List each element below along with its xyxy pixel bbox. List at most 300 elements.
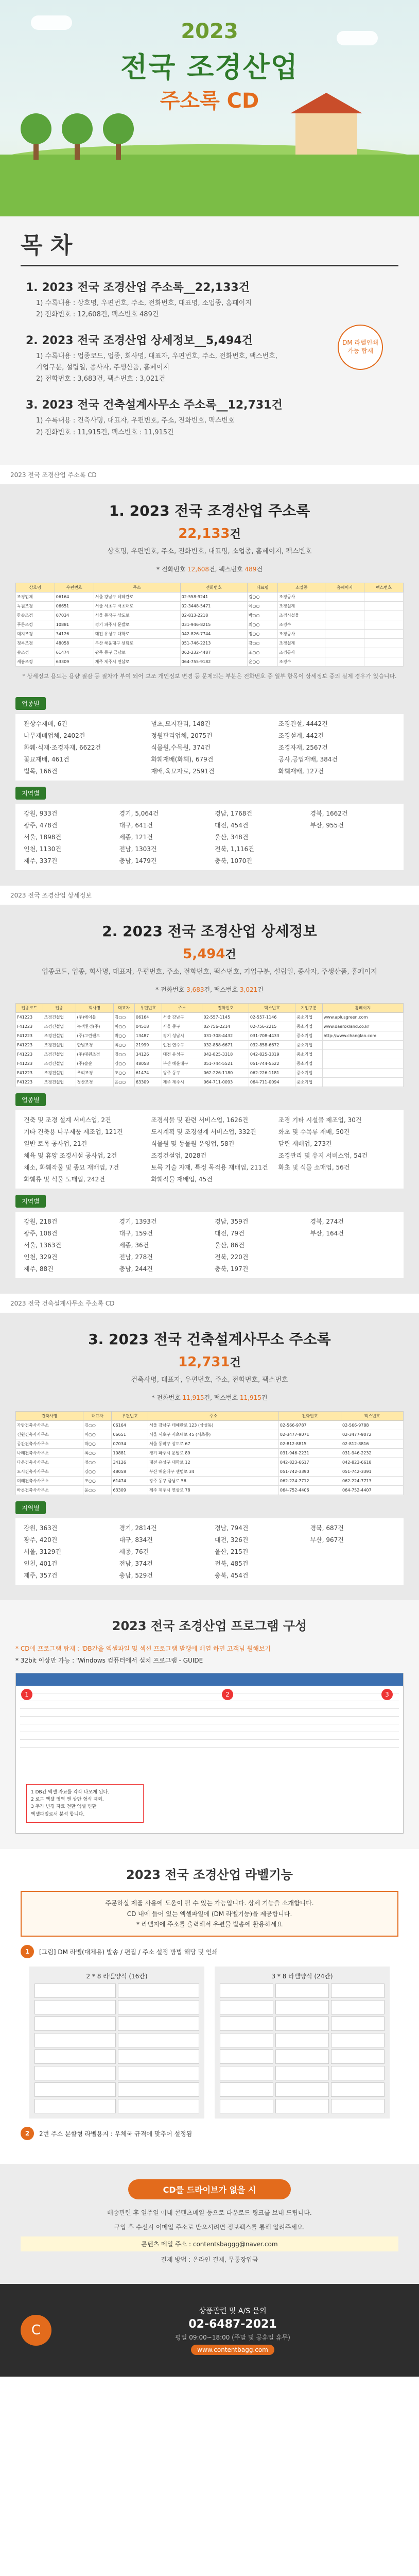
website-link[interactable]: www.contentbagg.com <box>191 2345 274 2355</box>
table-cell: 경기 파주시 문발로 <box>94 620 180 629</box>
table-cell: 032-858-6671 <box>202 1041 249 1050</box>
record-count <box>15 946 404 962</box>
table-cell <box>322 1069 403 1078</box>
table-row <box>16 592 404 601</box>
table-header-cell: 홈페이지 <box>325 583 364 592</box>
table-cell: 조경수 <box>278 657 325 666</box>
hero-banner <box>0 0 419 216</box>
region-item: 경남, 794건 <box>215 1524 249 1532</box>
category-item: 정원관리업체, 2075건 <box>151 732 213 740</box>
program-desc: * CD에 프로그램 탑재 : 'DB간을 엑셀파일 및 섹션 프로그램 발행에 배열 하면 고객님 원해보기 <box>15 1645 271 1653</box>
region-item: 전남, 278건 <box>119 1253 153 1261</box>
table-cell: 02-812-8815 <box>278 1439 341 1449</box>
table-cell: F41223 <box>16 1041 43 1050</box>
table-cell: 062-224-7712 <box>278 1477 341 1486</box>
region-item: 대전, 79건 <box>215 1230 245 1238</box>
table-row <box>16 629 404 638</box>
region-item: 경북, 1662건 <box>310 810 348 818</box>
table-cell: 강○○ <box>113 1059 134 1069</box>
sample-table <box>15 583 404 667</box>
region-grid <box>15 1212 404 1278</box>
tree-icon <box>21 113 51 160</box>
region-item: 세종, 76건 <box>119 1548 149 1556</box>
table-cell: 조경공사 <box>278 648 325 657</box>
region-item <box>310 1264 396 1273</box>
table-header-cell: 건축사명 <box>16 1412 83 1421</box>
table-cell: 조○○ <box>247 648 277 657</box>
program-desc-2: * 32bit 이상만 가능 : 'Windows 컴퓨터에서 설치 프로그램 - GUIDE <box>15 1657 203 1665</box>
category-item: 도시계획 및 조경설계 서비스업, 332건 <box>151 1128 256 1136</box>
table-cell: 02-813-2218 <box>180 611 247 620</box>
table-row <box>16 611 404 620</box>
category-item: 조경자재, 2567건 <box>278 744 328 752</box>
table-cell: 02-3477-9071 <box>278 1430 341 1439</box>
region-item: 대전, 326건 <box>215 1536 249 1544</box>
table-cell: 07034 <box>112 1439 148 1449</box>
region-item: 강원, 933건 <box>24 810 58 818</box>
category-item: 식물원,수목원, 374건 <box>151 744 211 752</box>
table-cell: 김○○ <box>113 1013 134 1022</box>
table-cell: 06651 <box>112 1430 148 1439</box>
region-item <box>310 1252 396 1261</box>
category-item: 화초 및 수목류 재배, 50건 <box>278 1128 350 1136</box>
delivery-section <box>0 2164 419 2284</box>
table-cell: 강○○ <box>83 1467 112 1477</box>
region-grid <box>15 804 404 870</box>
table-cell: 다온건축사사무소 <box>16 1458 83 1467</box>
table-cell: 조○○ <box>83 1477 112 1486</box>
fax-count: 489 <box>245 565 257 573</box>
table-header-cell: 주소 <box>148 1412 278 1421</box>
table-cell: 63309 <box>112 1486 148 1495</box>
region-item: 부산, 955건 <box>310 822 344 829</box>
table-cell: F41223 <box>16 1050 43 1059</box>
table-cell: 중소기업 <box>295 1031 323 1041</box>
table-cell: 녹원조경 <box>16 601 55 611</box>
region-item: 전북, 220건 <box>215 1253 249 1261</box>
label-title: 2023 전국 조경산업 라벨기능 <box>126 1868 293 1883</box>
table-cell: 인천 연수구 <box>162 1041 202 1050</box>
table-cell: 정○○ <box>83 1458 112 1467</box>
note-text: 건, 팩스번호 <box>209 565 245 573</box>
table-cell: 062-224-7713 <box>341 1477 403 1486</box>
table-header-cell: 주소 <box>162 1004 202 1013</box>
section-title: 1. 2023 전국 조경산업 주소록 <box>109 502 310 519</box>
table-header-cell: 대표자 <box>113 1004 134 1013</box>
step-number: 1 <box>21 1945 34 1958</box>
toc-item <box>26 279 398 320</box>
region-item <box>310 1559 396 1568</box>
label-template-24 <box>215 1967 390 2119</box>
phone-count: 3,683 <box>186 986 204 994</box>
table-cell: 062-226-1181 <box>249 1069 295 1078</box>
table-cell: 강○○ <box>247 638 277 648</box>
sample-table <box>15 1411 404 1495</box>
program-section <box>0 1600 419 1849</box>
toc-item-line: 2) 전화번호 : 3,683건, 팩스번호 : 3,021건 <box>36 375 166 383</box>
table-cell: 02-3448-5471 <box>180 601 247 611</box>
table-row <box>16 1458 404 1467</box>
table-row <box>16 1449 404 1458</box>
record-count-value: 5,494 <box>183 946 225 962</box>
table-row <box>16 1439 404 1449</box>
region-item: 서울, 1363건 <box>24 1242 61 1249</box>
category-item: 조경건설, 4442건 <box>278 720 328 728</box>
table-cell: 조경업체 <box>16 592 55 601</box>
table-cell: 06164 <box>55 592 94 601</box>
table-cell: 조경공사 <box>278 629 325 638</box>
table-cell: 녹색환경(주) <box>76 1022 113 1031</box>
table-cell: 이○○ <box>113 1022 134 1031</box>
table-cell: 61474 <box>55 648 94 657</box>
table-cell: 우리조경 <box>76 1069 113 1078</box>
region-item <box>310 1547 396 1556</box>
category-item: 식물원 및 동물원 운영업, 58건 <box>151 1140 235 1148</box>
table-cell: 대전 유성구 <box>162 1050 202 1059</box>
delivery-line: 구입 후 수신시 이메일 주소로 받으시려면 정보팩스를 통해 알려주세요. <box>114 2224 305 2231</box>
table-row <box>16 657 404 666</box>
table-cell: 064-752-4406 <box>278 1486 341 1495</box>
section-label: 2023 전국 건축설계사무소 주소록 CD <box>10 1300 115 1308</box>
region-chip: 지역별 <box>15 1501 46 1514</box>
category-item: 재배,육묘자료, 2591건 <box>151 768 215 775</box>
legend-line: 2 로그 엑셀 영역 맨 상단 형식 제외. <box>31 1797 104 1803</box>
table-cell: 02-566-9788 <box>341 1421 403 1430</box>
section-title: 3. 2023 전국 건축설계사무소 주소록 <box>88 1331 331 1348</box>
table-cell: 48058 <box>112 1467 148 1477</box>
category-item: 일반 토목 공사업, 21건 <box>24 1140 88 1148</box>
category-item: 달린 재배업, 273건 <box>278 1140 332 1148</box>
region-item <box>310 833 396 841</box>
table-cell: 63309 <box>55 657 94 666</box>
table-cell: 바른건축사사무소 <box>16 1486 83 1495</box>
table-cell: F41223 <box>16 1069 43 1078</box>
table-cell: 조경설계 <box>278 638 325 648</box>
region-item: 울산, 348건 <box>215 834 249 841</box>
table-header-cell: 대표명 <box>247 583 277 592</box>
step-text: 2번 주소 분할형 라벨용지 : 우체국 규격에 맞추어 설정됨 <box>39 2130 193 2138</box>
region-item <box>310 1571 396 1580</box>
footer <box>0 2284 419 2377</box>
label-template-caption: 3 * 8 라벨양식 (24칸) <box>271 1973 333 1980</box>
toc-item-line: 1) 수록내용 : 건축사명, 대표자, 우편번호, 주소, 전화번호, 팩스번호 <box>36 417 235 425</box>
support-phone[interactable]: 02-6487-2021 <box>188 2318 277 2331</box>
table-cell: 새봄조경 <box>16 657 55 666</box>
table-cell: 031-946-2231 <box>278 1449 341 1458</box>
section-architect-offices <box>0 1313 419 1600</box>
table-row <box>16 1059 404 1069</box>
region-item: 세종, 36건 <box>119 1242 149 1249</box>
table-cell: 박○○ <box>83 1439 112 1449</box>
region-item: 전북, 1,116건 <box>215 845 254 853</box>
region-item: 전남, 374건 <box>119 1560 153 1568</box>
hero-year: 2023 <box>181 20 238 43</box>
table-cell: F41223 <box>16 1013 43 1022</box>
toc-item-line: 2) 전화번호 : 12,608건, 팩스번호 489건 <box>36 311 159 319</box>
table-cell: 광주 동구 금남로 <box>94 648 180 657</box>
region-item: 서울, 3129건 <box>24 1548 61 1556</box>
support-label: 상품관련 및 A/S 문의 <box>199 2307 267 2316</box>
label-step-2 <box>21 2127 398 2140</box>
category-item: 관상수재배, 6건 <box>24 720 67 728</box>
category-item: 화훼작물 재배업, 45건 <box>151 1176 213 1183</box>
table-cell: 숲조경 <box>16 648 55 657</box>
table-cell: 공간건축사사무소 <box>16 1439 83 1449</box>
region-item: 전남, 1303건 <box>119 845 157 853</box>
table-row <box>16 1486 404 1495</box>
table-cell: 한빛조경 <box>76 1041 113 1050</box>
category-item: 화초 및 식물 소매업, 56건 <box>278 1164 350 1172</box>
table-cell: 042-823-6618 <box>341 1458 403 1467</box>
category-item: 조경관리 및 유지 서비스업, 54건 <box>278 1152 368 1160</box>
toc-item-title: 1. 2023 전국 조경산업 주소록__22,133건 <box>26 281 250 294</box>
table-cell: (주)대원조경 <box>76 1050 113 1059</box>
table-cell: 조○○ <box>113 1069 134 1078</box>
table-cell: (주)솔숲 <box>76 1059 113 1069</box>
region-item: 인천, 329건 <box>24 1253 58 1261</box>
table-cell: 02-557-1146 <box>249 1013 295 1022</box>
table-cell: 조경공사 <box>278 592 325 601</box>
table-header-cell: 회사명 <box>76 1004 113 1013</box>
table-cell: 서울 서초구 서초대로 <box>94 601 180 611</box>
table-cell: 48058 <box>55 638 94 648</box>
program-legend <box>26 1784 144 1823</box>
table-header-cell: 우편번호 <box>55 583 94 592</box>
region-item: 경남, 1768건 <box>215 810 252 818</box>
table-row <box>16 1467 404 1477</box>
table-cell <box>322 1078 403 1087</box>
table-cell: 02-756-2215 <box>249 1022 295 1031</box>
region-item <box>310 844 396 853</box>
table-cell: 조경건설업 <box>43 1059 76 1069</box>
table-cell <box>364 638 404 648</box>
label-template-16 <box>29 1967 204 2119</box>
table-cell <box>325 657 364 666</box>
region-item: 제주, 337건 <box>24 857 58 865</box>
field-list: 건축사명, 대표자, 우편번호, 주소, 전화번호, 팩스번호 <box>131 1376 288 1384</box>
region-item: 광주, 108건 <box>24 1230 58 1238</box>
table-cell: 34126 <box>112 1458 148 1467</box>
table-cell: http://www.changlan.com <box>322 1031 403 1041</box>
region-item: 경기, 1393건 <box>119 1218 157 1226</box>
table-cell: F41223 <box>16 1031 43 1041</box>
table-cell: 이○○ <box>247 601 277 611</box>
table-cell: 61474 <box>134 1069 162 1078</box>
table-header-cell: 전화번호 <box>202 1004 249 1013</box>
tree-icon <box>103 113 134 160</box>
table-row <box>16 1031 404 1041</box>
section-label: 2023 전국 조경산업 주소록 CD <box>10 471 97 479</box>
table-cell <box>322 1059 403 1069</box>
region-item: 경기, 5,064건 <box>119 810 159 818</box>
region-item: 광주, 478건 <box>24 822 58 829</box>
label-info-line: CD 내에 들어 있는 엑셀파일에 (DM 라벨기능)을 제공합니다. <box>127 1910 292 1918</box>
table-cell <box>364 592 404 601</box>
table-cell: 나래건축사사무소 <box>16 1449 83 1458</box>
table-cell: 032-858-6672 <box>249 1041 295 1050</box>
category-item: 화훼류 및 식물 도매업, 242건 <box>24 1176 105 1183</box>
dm-label-badge: DM 라벨인쇄 가능 탑재 <box>338 325 383 370</box>
table-cell: 031-946-8215 <box>180 620 247 629</box>
table-cell: 61474 <box>112 1477 148 1486</box>
record-count-value: 22,133 <box>178 526 230 541</box>
table-cell: 051-744-5521 <box>202 1059 249 1069</box>
table-cell: 조경설계 <box>278 601 325 611</box>
region-item: 제주, 357건 <box>24 1572 58 1580</box>
region-item: 충남, 244건 <box>119 1265 153 1273</box>
table-cell: 중소기업 <box>295 1013 323 1022</box>
toc-heading: 목 차 <box>21 227 398 266</box>
region-item: 부산, 967건 <box>310 1536 344 1544</box>
section-address-book <box>0 484 419 886</box>
table-cell: 경기 파주시 문발로 89 <box>148 1449 278 1458</box>
section-title: 2. 2023 전국 조경산업 상세정보 <box>102 923 317 940</box>
table-cell: 042-823-6617 <box>278 1458 341 1467</box>
table-cell: 051-744-5522 <box>249 1059 295 1069</box>
table-cell: F41223 <box>16 1078 43 1087</box>
region-item: 전북, 485건 <box>215 1560 249 1568</box>
note-text: 건, 팩스번호 <box>204 986 240 994</box>
table-cell: 031-946-2232 <box>341 1449 403 1458</box>
table-header-cell: 홈페이지 <box>322 1004 403 1013</box>
table-cell: 중소기업 <box>295 1078 323 1087</box>
region-item: 인천, 1130건 <box>24 845 61 853</box>
table-cell: 대전 유성구 대학로 12 <box>148 1458 278 1467</box>
table-row <box>16 1430 404 1439</box>
table-row <box>16 620 404 629</box>
category-item: 나무재배업체, 2402건 <box>24 732 85 740</box>
table-row <box>16 601 404 611</box>
toc-item-line: 2) 전화번호 : 11,915건, 팩스번호 : 11,915건 <box>36 428 174 436</box>
step-text: [그림] DM 라벨(대체용) 발송 / 편집 / 주소 설정 방법 해당 및 인쇄 <box>39 1948 218 1956</box>
table-cell <box>364 657 404 666</box>
table-cell: F41223 <box>16 1059 43 1069</box>
table-cell: 청산조경 <box>76 1078 113 1087</box>
region-item: 광주, 420건 <box>24 1536 58 1544</box>
table-cell <box>325 601 364 611</box>
table-cell: 042-826-7744 <box>180 629 247 638</box>
category-chip: 업종별 <box>15 697 46 710</box>
step-badge-1: 1 <box>21 1689 32 1700</box>
region-item: 세종, 121건 <box>119 834 153 841</box>
table-of-contents <box>0 216 419 465</box>
table-header-cell: 업종 <box>43 1004 76 1013</box>
legend-line: 1 DB간 엑셀 자료를 각각 나오게 된다. <box>31 1789 109 1795</box>
table-cell: 대전 유성구 대학로 <box>94 629 180 638</box>
table-cell: 푸른조경 <box>16 620 55 629</box>
category-item: 조경건설업, 2028건 <box>151 1152 207 1160</box>
record-count <box>15 1354 404 1370</box>
table-cell: 중소기업 <box>295 1050 323 1059</box>
table-cell: www.daerokland.co.kr <box>322 1022 403 1031</box>
table-cell: 부산 해운대구 <box>162 1059 202 1069</box>
table-cell: 조경건설업 <box>43 1069 76 1078</box>
region-item: 대전, 454건 <box>215 822 249 829</box>
fax-count: 3,021 <box>239 986 258 994</box>
table-cell <box>364 601 404 611</box>
hero-subtitle: 주소록 CD <box>160 89 259 113</box>
note-text: * 전화번호 <box>155 986 187 994</box>
table-cell: 48058 <box>134 1059 162 1069</box>
record-count-unit: 건 <box>225 948 236 962</box>
table-header-cell: 주소 <box>94 583 180 592</box>
table-header-cell: 전화번호 <box>278 1412 341 1421</box>
table-cell: 064-755-9182 <box>180 657 247 666</box>
table-row <box>16 638 404 648</box>
table-cell: 051-742-3390 <box>278 1467 341 1477</box>
table-cell: 02-557-1145 <box>202 1013 249 1022</box>
table-cell: 대지조경 <box>16 629 55 638</box>
section-detail-info <box>0 905 419 1294</box>
table-row <box>16 648 404 657</box>
region-item: 충남, 529건 <box>119 1572 153 1580</box>
program-title: 2023 전국 조경산업 프로그램 구성 <box>112 1619 307 1634</box>
region-item: 강원, 218건 <box>24 1218 58 1226</box>
hero-title: 전국 조경산업 <box>120 51 299 83</box>
table-cell: 조경수 <box>278 620 325 629</box>
category-item: 조경 기타 시설물 제조업, 30건 <box>278 1116 362 1124</box>
table-cell: 13487 <box>134 1031 162 1041</box>
note-text: 건 <box>261 1394 268 1402</box>
field-list: 상호명, 우편번호, 주소, 전화번호, 대표명, 소업종, 홈페이지, 팩스번호 <box>107 547 312 555</box>
table-cell: 042-825-3318 <box>202 1050 249 1059</box>
table-cell: 02-3477-9072 <box>341 1430 403 1439</box>
table-cell: 가람건축사사무소 <box>16 1421 83 1430</box>
table-cell: 최○○ <box>247 620 277 629</box>
table-row <box>16 1041 404 1050</box>
table-cell: 김○○ <box>247 592 277 601</box>
table-cell: 051-742-3391 <box>341 1467 403 1477</box>
region-item: 울산, 86건 <box>215 1242 245 1249</box>
category-item: 기타 건축용 나무제품 제조업, 121건 <box>24 1128 123 1136</box>
table-cell: 이○○ <box>83 1430 112 1439</box>
table-cell: 서울 중구 <box>162 1022 202 1031</box>
table-cell: 최○○ <box>113 1041 134 1050</box>
table-cell <box>325 620 364 629</box>
note-text: 건 <box>257 986 264 994</box>
table-cell: 63309 <box>134 1078 162 1087</box>
table-cell: 조경건설업 <box>43 1022 76 1031</box>
table-header-cell: 소업종 <box>278 583 325 592</box>
category-item: 조경설계, 442건 <box>278 732 324 740</box>
sample-table <box>15 1003 404 1087</box>
region-chip: 지역별 <box>15 787 46 800</box>
table-cell: 02-558-9241 <box>180 592 247 601</box>
table-row <box>16 1078 404 1087</box>
grass-decoration <box>0 155 419 216</box>
table-row <box>16 1421 404 1430</box>
table-cell <box>364 629 404 638</box>
table-cell: 조경건설업 <box>43 1078 76 1087</box>
region-item: 제주, 88건 <box>24 1265 54 1273</box>
label-template-caption: 2 * 8 라벨양식 (16칸) <box>86 1973 148 1980</box>
region-item: 경남, 359건 <box>215 1218 249 1226</box>
record-count-unit: 건 <box>230 528 241 541</box>
table-cell: 서울 동작구 상도로 <box>94 611 180 620</box>
toc-item-line: 1) 수록내용 : 업종코드, 업종, 회사명, 대표자, 우편번호, 주소, 전화번호, 팩스번호, <box>36 352 277 361</box>
company-logo: C <box>21 2315 51 2346</box>
table-cell: 한솔조경 <box>16 611 55 620</box>
table-cell: (주)에이블 <box>76 1013 113 1022</box>
category-item: 화훼재배, 127건 <box>278 768 324 775</box>
delivery-mail[interactable]: 콘텐츠 메일 주소 : contentsbaggg@naver.com <box>21 2236 398 2251</box>
label-info-line: 주문하실 제품 사용에 도움이 될 수 있는 가능입니다. 상세 기능을 소개합니다. <box>105 1900 314 1907</box>
table-cell: 21999 <box>134 1041 162 1050</box>
house-icon <box>295 113 357 155</box>
table-cell: 중소기업 <box>295 1059 323 1069</box>
table-row <box>16 1050 404 1059</box>
table-cell: 04518 <box>134 1022 162 1031</box>
